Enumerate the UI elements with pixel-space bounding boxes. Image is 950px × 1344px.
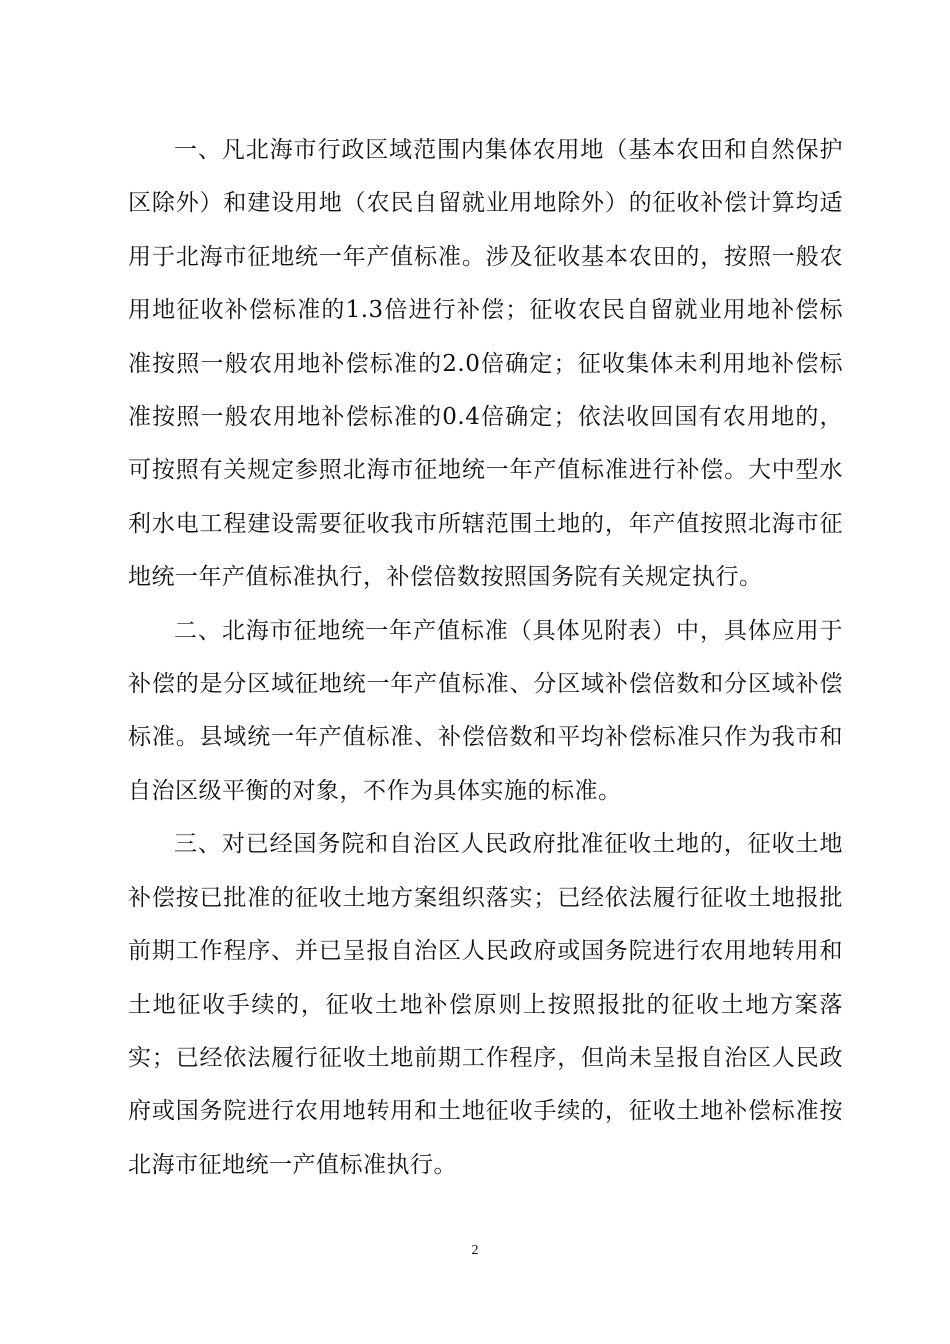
document-body bbox=[128, 124, 843, 1192]
paragraph-3: 三、对已经国务院和自治区人民政府批准征收土地的，征收土地补偿按已批准的征收土地方案组织落实；已经依法履行征收土地报批前期工作程序、并已呈报自治区人民政府或国务院进行农用地转用和土地征收手续的，征收土地补偿原则上按照报批的征收土地方案落实；已经依法履行征收土地前期工作程序，但尚未呈报自治区人民政府或国务院进行农用地转用和土地征收手续的，征收土地补偿标准按北海市征地统一产值标准执行。 bbox=[128, 831, 843, 1178]
paragraph-1: 一、凡北海市行政区域范围内集体农用地（基本农田和自然保护区除外）和建设用地（农民自留就业用地除外）的征收补偿计算均适用于北海市征地统一年产值标准。涉及征收基本农田的，按照一般农用地征收补偿标准的1.3倍进行补偿；征收农民自留就业用地补偿标准按照一般农用地补偿标准的2.0倍确定；征收集体未利用地补偿标准按照一般农用地补偿标准的0.4倍确定；依法收回国有农用地的，可按照有关规定参照北海市征地统一年产值标准进行补偿。大中型水利水电工程建设需要征收我市所辖范围土地的，年产值按照北海市征地统一年产值标准执行，补偿倍数按照国务院有关规定执行。 bbox=[128, 137, 843, 591]
paragraph-2: 二、北海市征地统一年产值标准（具体见附表）中，具体应用于补偿的是分区域征地统一年产值标准、分区域补偿倍数和分区域补偿标准。县域统一年产值标准、补偿倍数和平均补偿标准只作为我市和自治区级平衡的对象，不作为具体实施的标准。 bbox=[128, 617, 843, 804]
page-number: 2 bbox=[471, 1243, 479, 1258]
